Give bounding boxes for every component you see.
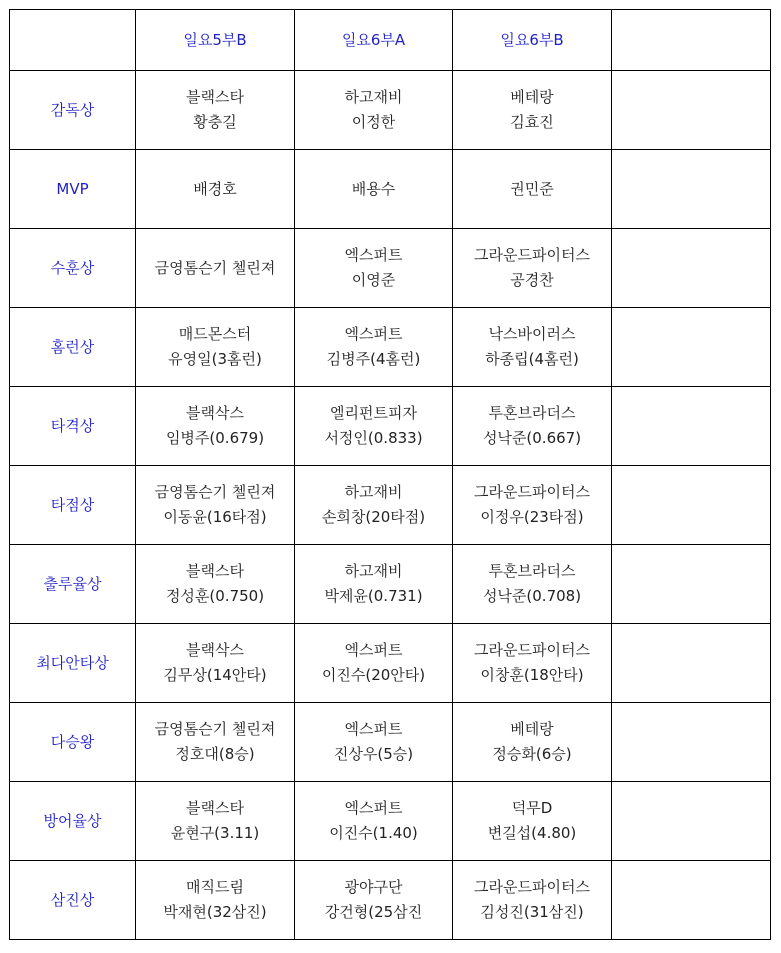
- winner-detail-text: 유영일(3홈런): [168, 350, 262, 368]
- winner-cell: [295, 782, 453, 861]
- winner-cell: [453, 703, 612, 782]
- award-row: [10, 861, 771, 940]
- winner-detail-text: 성낙준(0.667): [482, 429, 582, 447]
- award-name-cell: 다승왕: [10, 703, 136, 782]
- award-row: [10, 466, 771, 545]
- winner-detail-text: 진상우(5승): [333, 745, 414, 763]
- winner-team-text: 배경호: [193, 179, 237, 198]
- winner-team-text: 그라운드파이터스: [474, 483, 590, 501]
- winner-team-text: 광야구단: [344, 878, 403, 896]
- winner-cell: [612, 229, 771, 308]
- winner-detail-text: 황충길: [193, 113, 237, 131]
- winner-team-text: 금영톰슨기 첼린져: [154, 720, 276, 738]
- winner-detail-text: 정성훈(0.750): [165, 587, 265, 605]
- award-row: [10, 308, 771, 387]
- winner-cell: [295, 466, 453, 545]
- winner-detail-text: 박재현(32삼진): [163, 903, 267, 921]
- winner-cell: [295, 861, 453, 940]
- header-league-3: 일요6부B: [453, 10, 612, 71]
- winner-cell: [136, 150, 295, 229]
- winner-team-text: 엑스퍼트: [344, 641, 403, 659]
- winner-team-text: 금영톰슨기 첼린져: [154, 258, 276, 277]
- winner-detail-text: 서정인(0.833): [324, 429, 423, 447]
- winner-team-text: 하고재비: [344, 88, 403, 106]
- winner-cell: [612, 861, 771, 940]
- award-name-cell: 삼진상: [10, 861, 136, 940]
- awards-table: [9, 9, 771, 940]
- winner-detail-text: 이진수(1.40): [329, 824, 418, 842]
- winner-detail-text: 김효진: [510, 113, 554, 131]
- award-row: [10, 229, 771, 308]
- winner-team-text: 투혼브라더스: [488, 404, 576, 422]
- winner-cell: [136, 466, 295, 545]
- winner-detail-text: 김병주(4홈런): [326, 350, 421, 368]
- winner-detail-text: 윤현구(3.11): [170, 824, 260, 842]
- award-row: [10, 703, 771, 782]
- award-row: [10, 150, 771, 229]
- winner-detail-text: 이정한: [351, 113, 396, 131]
- award-name-cell: MVP: [10, 150, 136, 229]
- winner-cell: [136, 308, 295, 387]
- award-row: [10, 545, 771, 624]
- winner-team-text: 베테랑: [510, 720, 554, 738]
- winner-cell: [453, 308, 612, 387]
- winner-team-text: 엑스퍼트: [344, 325, 403, 343]
- winner-cell: [612, 308, 771, 387]
- winner-team-text: 블랙삭스: [186, 404, 244, 422]
- winner-team-text: 하고재비: [344, 562, 403, 580]
- header-row: [10, 10, 771, 71]
- winner-cell: [612, 782, 771, 861]
- winner-team-text: 블랙스타: [186, 88, 244, 106]
- winner-detail-text: 이진수(20안타): [321, 666, 426, 684]
- winner-cell: [136, 703, 295, 782]
- winner-detail-text: 임병주(0.679): [165, 429, 265, 447]
- award-row: [10, 387, 771, 466]
- award-name-cell: 방어율상: [10, 782, 136, 861]
- winner-detail-text: 정승화(6승): [492, 745, 572, 763]
- winner-cell: [295, 703, 453, 782]
- winner-team-text: 낙스바이러스: [488, 325, 576, 343]
- winner-team-text: 엘리펀트피자: [330, 404, 417, 422]
- winner-cell: [612, 624, 771, 703]
- winner-cell: [453, 466, 612, 545]
- winner-cell: [612, 150, 771, 229]
- winner-cell: [136, 387, 295, 466]
- winner-cell: [612, 545, 771, 624]
- winner-cell: [453, 624, 612, 703]
- winner-detail-text: 이영준: [351, 271, 396, 289]
- award-row: [10, 782, 771, 861]
- award-name-cell: 감독상: [10, 71, 136, 150]
- award-row: [10, 71, 771, 150]
- winner-detail-text: 이정우(23타점): [480, 508, 584, 526]
- header-league-2: 일요6부A: [295, 10, 453, 71]
- winner-cell: [136, 71, 295, 150]
- winner-team-text: 블랙스타: [186, 799, 244, 817]
- winner-cell: [453, 545, 612, 624]
- winner-cell: [295, 545, 453, 624]
- winner-cell: [295, 150, 453, 229]
- award-name-cell: 수훈상: [10, 229, 136, 308]
- award-row: [10, 624, 771, 703]
- winner-team-text: 권민준: [510, 179, 554, 198]
- winner-team-text: 그라운드파이터스: [474, 246, 590, 264]
- winner-cell: [453, 229, 612, 308]
- winner-team-text: 매드몬스터: [178, 325, 252, 343]
- winner-detail-text: 하종립(4홈런): [485, 350, 579, 368]
- winner-detail-text: 이동윤(16타점): [163, 508, 267, 526]
- winner-cell: [136, 545, 295, 624]
- winner-cell: [136, 861, 295, 940]
- winner-cell: [136, 782, 295, 861]
- awards-table-body: [10, 10, 771, 940]
- winner-cell: [295, 229, 453, 308]
- winner-team-text: 엑스퍼트: [344, 246, 403, 264]
- winner-detail-text: 손희창(20타점): [321, 508, 426, 526]
- winner-team-text: 엑스퍼트: [344, 799, 403, 817]
- award-name-cell: 타격상: [10, 387, 136, 466]
- award-name-cell: 타점상: [10, 466, 136, 545]
- winner-detail-text: 강건형(25삼진: [324, 903, 423, 921]
- winner-team-text: 투혼브라더스: [488, 562, 576, 580]
- header-corner-cell: [10, 10, 136, 71]
- winner-team-text: 베테랑: [510, 88, 554, 106]
- winner-cell: [612, 387, 771, 466]
- winner-team-text: 그라운드파이터스: [474, 878, 590, 896]
- award-name-cell: 최다안타상: [10, 624, 136, 703]
- winner-cell: [612, 71, 771, 150]
- winner-detail-text: 김무상(14안타): [163, 666, 267, 684]
- winner-team-text: 금영톰슨기 첼린져: [154, 483, 276, 501]
- winner-team-text: 하고재비: [344, 483, 403, 501]
- winner-cell: [453, 861, 612, 940]
- winner-detail-text: 이창훈(18안타): [480, 666, 584, 684]
- winner-team-text: 블랙스타: [186, 562, 244, 580]
- winner-detail-text: 공경찬: [510, 271, 554, 289]
- winner-cell: [612, 466, 771, 545]
- header-league-4: [612, 10, 771, 71]
- winner-team-text: 엑스퍼트: [344, 720, 403, 738]
- award-name-cell: 출루율상: [10, 545, 136, 624]
- winner-cell: [136, 229, 295, 308]
- winner-team-text: 그라운드파이터스: [474, 641, 590, 659]
- winner-team-text: 덕무D: [511, 799, 553, 817]
- winner-cell: [295, 308, 453, 387]
- winner-team-text: 배용수: [351, 179, 396, 198]
- winner-cell: [295, 387, 453, 466]
- award-name-cell: 홈런상: [10, 308, 136, 387]
- winner-detail-text: 김성진(31삼진): [480, 903, 584, 921]
- winner-team-text: 매직드림: [186, 878, 244, 896]
- winner-cell: [453, 150, 612, 229]
- winner-detail-text: 박제윤(0.731): [324, 587, 423, 605]
- winner-cell: [453, 71, 612, 150]
- winner-detail-text: 정호대(8승): [175, 745, 255, 763]
- winner-cell: [295, 624, 453, 703]
- winner-cell: [453, 387, 612, 466]
- winner-cell: [295, 71, 453, 150]
- winner-cell: [136, 624, 295, 703]
- winner-team-text: 블랙삭스: [186, 641, 244, 659]
- winner-detail-text: 변길섭(4.80): [487, 824, 577, 842]
- winner-detail-text: 성낙준(0.708): [482, 587, 582, 605]
- winner-cell: [453, 782, 612, 861]
- winner-cell: [612, 703, 771, 782]
- header-league-1: 일요5부B: [136, 10, 295, 71]
